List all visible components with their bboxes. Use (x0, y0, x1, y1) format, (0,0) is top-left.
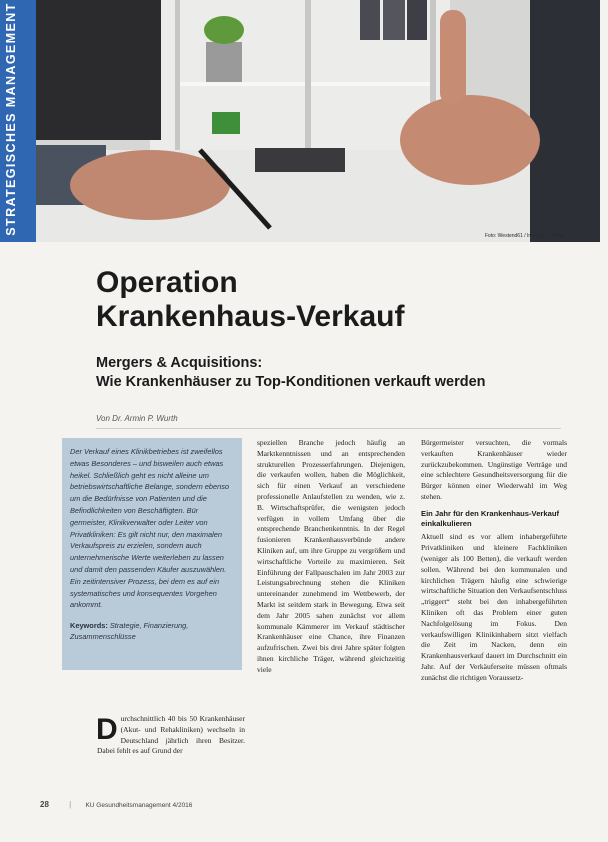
article-title (96, 266, 404, 334)
body-column-3 (421, 438, 567, 684)
keywords-label: Keywords: (70, 621, 108, 631)
column-3-text-a: Bürgermeister versuchten, die vormals verkauften Krankenhäuser wieder zurückzubekommen. Ungünstige Verträge und eine schlechtere Gesundheitsversorgung für die Bürger können einer Wiederwahl im Weg stehen. (421, 438, 567, 501)
header-photo (0, 0, 600, 242)
author-byline: Von Dr. Armin P. Wurth (96, 414, 178, 423)
page-footer (40, 800, 192, 809)
subtitle-line-1: Mergers & Acquisitions: (96, 355, 263, 371)
column-3-text-b: Aktuell sind es vor allem inhabergeführte Privatkliniken und kleinere Fachkliniken (weniger als 100 Betten), die verkauft werden sollen. Während bei den kommunalen und kirchlichen Trägern häufig eine schwierige wirtschaftliche Situation den Verkaufsentschluss „triggert“ steht bei den inhabergeführten Kliniken oft das Problem einer guten Nachfolgelösung im Fokus. Den verkaufswilligen Klinikinhabern sitzt vielfach die Zeit im Nacken, denn ein Krankenhausverkauf dauert im Durchschnitt ein Jahr. Auf der Verkäuferseite müssen oftmals zunächst die richtigen Voraussetz- (421, 532, 567, 682)
keywords (70, 620, 234, 642)
title-line-2: Krankenhaus-Verkauf (96, 300, 405, 333)
section-heading: Ein Jahr für den Krankenhaus-Verkauf einkalkulieren (421, 508, 559, 528)
divider (96, 428, 561, 429)
publication-name: KU Gesundheitsmanagement 4/2016 (85, 802, 193, 809)
teaser-text: Der Verkauf eines Klinikbetriebes ist zweifellos etwas Besonderes – und bisweilen auch etwas heikel. Schließlich geht es nicht alleine um betriebswirtschaftliche Belange, sondern ebenso um die Bedürfnisse von Patienten und die Befindlichkeiten von Beschäftigten. Bür germeister, Klinikverwalter oder Leiter von Privatkliniken: Es gilt nicht nur, den maximalen Verkaufspreis zu erzielen, sondern auch unternehmerische Werte weiterleben zu lassen und damit den passenden Käufer auszuwählen. Ein zeitintensiver Prozess, bei dem es auf ein systematisches und konsequentes Vorgehen ankommt. (70, 447, 229, 610)
subtitle-line-2: Wie Krankenhäuser zu Top-Konditionen verkauft werden (96, 374, 486, 390)
keywords-list: Strategie, Finanzierung, Zusammenschlüsse (70, 621, 189, 642)
column-2-text: speziellen Branche jedoch häufig an Marktkenntnissen und an entsprechenden strukturellen Prozesserfahrungen. Diejenigen, die verkaufen wollen, haben die Möglichkeit, sich für einen Verkauf an verschiedene professionelle Anlaufstellen zu wenden, wie z. B. Wirtschaftsprüfer, die wenigsten jedoch verfügen in vollem Umfang über die entsprechende Branchenkenntnis. In der Regel fusionieren Krankenhausverbünde andere Kliniken auf, um ihre Gruppe zu vergrößern und wirtschaftliche Vorteile zu maximieren. Seit Einführung der Fallpauschalen im Jahr 2003 zur Leistungsabrechnung stehen die Kliniken untereinander zunehmend im Wettbewerb, der Markt ist seitdem stark in Bewegung. Etwa seit dem Jahr 2005 sahen zunächst vor allem kommunale Kämmerer im Verkauf städtischer Krankenhäuser eine Chance, ihre Finanzen aufzufrischen. Zwei bis drei Jahre später folgten ihnen kirchliche Träger, während gleichzeitig viele (257, 438, 405, 674)
body-column-1 (97, 714, 245, 757)
article-subtitle (96, 354, 486, 392)
handshake-photo-illustration (0, 0, 600, 242)
title-line-1: Operation (96, 266, 238, 299)
photo-credit: Foto: Westend61 / Images – Fotolia (484, 233, 564, 239)
body-column-2 (257, 438, 405, 676)
column-1-text: urchschnittlich 40 bis 50 Krankenhäuser (Akut- und Rehakliniken) wechseln in Deutschland jährlich ihren Besitzer. Dabei fehlt es auf Grund der (97, 714, 245, 756)
footer-separator: | (69, 800, 72, 809)
teaser-box (62, 438, 242, 670)
section-bar (0, 0, 36, 242)
drop-cap: D (96, 713, 118, 746)
section-label: STRATEGISCHES MANAGEMENT (4, 2, 18, 236)
page-number: 28 (40, 800, 49, 809)
